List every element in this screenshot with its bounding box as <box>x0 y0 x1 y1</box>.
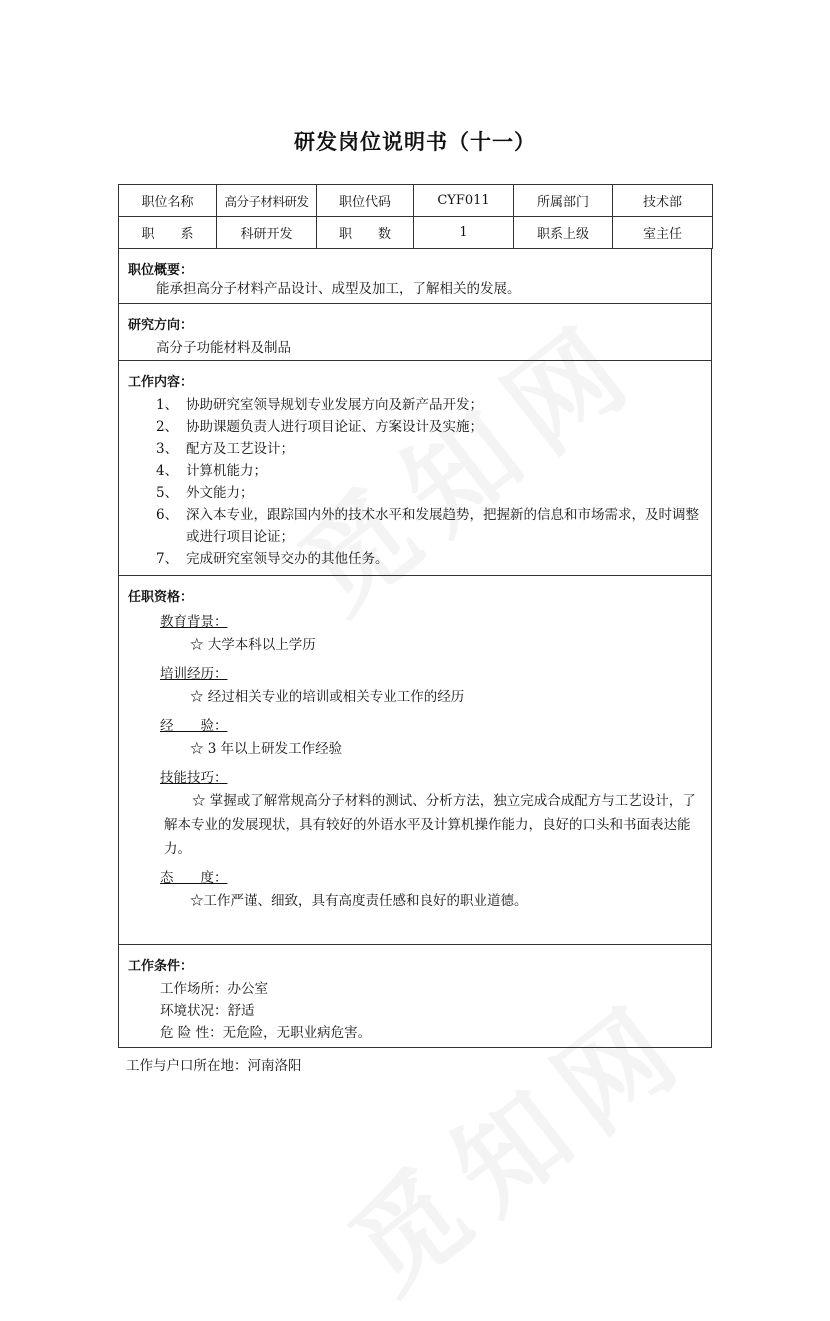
list-item-text: 深入本专业，跟踪国内外的技术水平和发展趋势，把握新的信息和市场需求，及时调整或进行项目论证； <box>186 507 699 545</box>
list-item-number: 6、 <box>156 507 179 523</box>
qualification-section <box>119 575 711 944</box>
experience-block <box>128 715 701 761</box>
list-item <box>128 460 701 482</box>
training-text: ☆ 经过相关专业的培训或相关专业工作的经历 <box>190 689 465 705</box>
superior-value: 室主任 <box>613 217 713 249</box>
superior-label: 职系上级 <box>514 217 613 249</box>
work-list <box>128 394 701 570</box>
danger: 危 险 性：无危险，无职业病危害。 <box>160 1025 372 1041</box>
overview-title: 职位概要： <box>128 263 194 278</box>
list-item-text: 计算机能力； <box>186 463 267 479</box>
work-title: 工作内容： <box>128 375 194 390</box>
experience-label: 经 验： <box>160 718 228 734</box>
list-item-text: 完成研究室领导交办的其他任务。 <box>186 551 389 567</box>
list-item <box>128 482 701 504</box>
list-item-number: 2、 <box>156 419 179 435</box>
skills-label: 技能技巧： <box>160 770 228 786</box>
list-item-number: 4、 <box>156 463 179 479</box>
list-item-text: 协助研究室领导规划专业发展方向及新产品开发； <box>186 397 483 413</box>
position-code-label: 职位代码 <box>317 185 414 217</box>
conditions-section <box>119 944 711 1047</box>
description-sections <box>118 248 712 1048</box>
table-row <box>119 185 713 217</box>
department-value: 技术部 <box>613 185 713 217</box>
position-name-value: 高分子材料研发 <box>217 185 317 217</box>
list-item <box>128 548 701 570</box>
attitude-label: 态 度： <box>160 870 228 886</box>
list-item-text: 外文能力； <box>186 485 254 501</box>
environment: 环境状况：舒适 <box>160 1003 255 1019</box>
conditions-title: 工作条件： <box>128 959 194 974</box>
position-code-value: CYF011 <box>414 185 514 217</box>
department-label: 所属部门 <box>514 185 613 217</box>
experience-text: ☆ 3 年以上研发工作经验 <box>190 741 343 757</box>
list-item-number: 3、 <box>156 441 179 457</box>
education-label: 教育背景： <box>160 614 228 630</box>
table-row <box>119 217 713 249</box>
attitude-block <box>128 867 701 913</box>
education-text: ☆ 大学本科以上学历 <box>190 637 316 653</box>
overview-text: 能承担高分子材料产品设计、成型及加工，了解相关的发展。 <box>156 281 521 297</box>
list-item-text: 配方及工艺设计； <box>186 441 294 457</box>
job-family-value: 科研开发 <box>217 217 317 249</box>
training-label: 培训经历： <box>160 666 228 682</box>
skills-text: ☆ 掌握或了解常规高分子材料的测试、分析方法，独立完成合成配方与工艺设计，了解本专业的发展现状，具有较好的外语水平及计算机操作能力，良好的口头和书面表达能力。 <box>164 793 696 857</box>
position-info-table <box>118 184 713 249</box>
research-title: 研究方向： <box>128 318 194 333</box>
list-item-number: 7、 <box>156 551 179 567</box>
list-item-text: 协助课题负责人进行项目论证、方案设计及实施； <box>186 419 483 435</box>
research-text: 高分子功能材料及制品 <box>156 340 291 356</box>
job-family-label: 职 系 <box>119 217 217 249</box>
attitude-text: ☆工作严谨、细致，具有高度责任感和良好的职业道德。 <box>190 893 528 909</box>
overview-section <box>119 248 711 303</box>
position-name-label: 职位名称 <box>119 185 217 217</box>
qualification-title: 任职资格： <box>128 590 194 605</box>
list-item-number: 5、 <box>156 485 179 501</box>
skills-block <box>128 767 701 861</box>
work-location: 工作与户口所在地：河南洛阳 <box>126 1058 302 1074</box>
research-section <box>119 303 711 360</box>
list-item <box>128 416 701 438</box>
education-block <box>128 611 701 657</box>
work-place: 工作场所：办公室 <box>160 981 268 997</box>
headcount-label: 职 数 <box>317 217 414 249</box>
headcount-value: 1 <box>414 217 514 249</box>
list-item <box>128 438 701 460</box>
list-item-number: 1、 <box>156 397 179 413</box>
work-section <box>119 360 711 575</box>
training-block <box>128 663 701 709</box>
list-item <box>128 394 701 416</box>
document-title: 研发岗位说明书（十一） <box>294 130 536 154</box>
list-item <box>128 504 701 548</box>
